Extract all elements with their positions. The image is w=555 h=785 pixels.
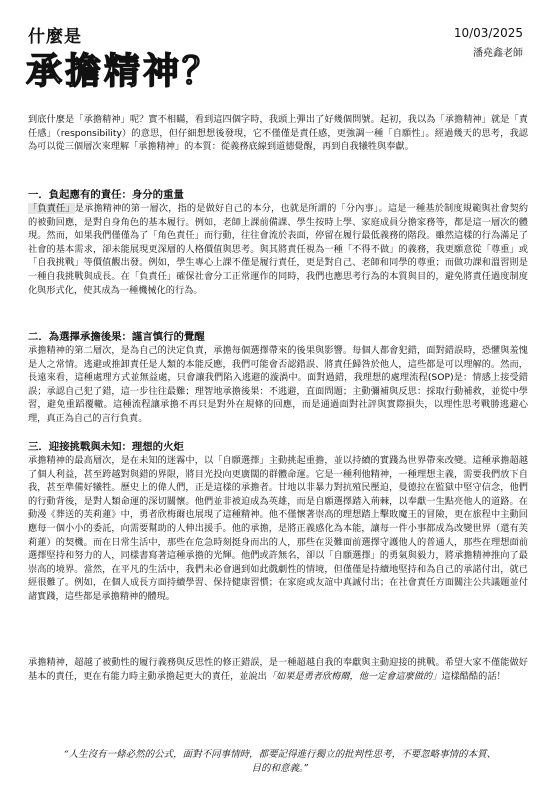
highlight-term: 「負責任」 [28,203,75,214]
section-heading-3: 三．迎接挑戰與未知：理想的火炬 [28,441,184,453]
author-label: 潘堯鑫老師 [473,48,523,59]
title-kicker: 什麼是 [28,27,82,47]
page-title: 承擔精神？ [26,51,222,92]
conclusion-paragraph [28,656,528,683]
section-body-2: 承擔精神的第二層次，是為自己的決定負責，承擔每個選擇帶來的後果與影響。每個人都會犯錯，面對錯誤時，恐懼與羞愧是人之常情。逃避或推卸責任是人類的本能反應，我們可能會否認錯誤、將責任歸咎於他人，這些都是可以理解的。然而，長遠來看，這種處理方式並無益處，只會讓我們陷入逃避的漩渦中。面對過錯，我理想的處理流程(SOP)是：情感上接受錯誤；承認自己犯了錯，這一步往往最難；理智地承擔後果：不逃避，直面問題；主動彌補與反思：採取行動補救，並從中學習，避免重蹈覆轍。這種流程讓承擔不再只是對外在規條的回應，而是通過面對社評與實際損失，以理性思考戰勝逃避心理，真正為自己的言行負責。 [28,345,528,424]
conclusion-text: 承擔精神，超越了被動性的履行義務與反思性的修正錯誤，是一種超越自我的奉獻與主動迎接的挑戰。希望大家不僅能做好基本的責任，更在有能力時主動承擔起更大的責任，並說出 [28,657,528,682]
section-3-text: 承擔精神的最高層次，是在未知的迷霧中，以「自願選擇」主動挑起重擔，並以持續的實踐為世界帶來改變。這種承擔超越了個人利益，甚至跨越對與錯的界限，將目光投向更廣闊的群體命運。它是一種利他精神，一種理想主義，需要我們放下自我，甚至準備好犧牲。歷史上的偉人們，正是這樣的承擔者。甘地以非暴力對抗殖民壓迫，曼德拉在監獄中堅守信念，他們的行動背後，是對人類命運的深切關懷。他們並非被迫成為英雄，而是自願選擇踏入荊棘，以奉獻一生點亮他人的道路。在動漫《葬送的芙莉蓮》中，勇者欣梅爾也展現了這種精神。他不僅懷著崇高的理想踏上擊敗魔王的冒險，更在旅程中主動回應每一個小小的委託，向需要幫助的人伸出援手。他的承擔，是將正義感化為本能，讓每一件小事都成為改變世界（還有芙莉蓮）的契機。而在日常生活中，那些在危急時刻挺身而出的人，那些在災難面前選擇守護他人的普通人，那些在理想面前選擇堅持和努力的人，同樣書寫著這種承擔的光輝。他們或許無名，卻以「自願選擇」的勇氣與毅力，將承擔精神推向了最崇高的境界。當然，在平凡的生活中，我們未必會遇到如此戲劇性的情境，但僅僅是持續地堅持和為自己的承諾付出，就已經很難了。例如，在個人成長方面持續學習、保持健康習慣；在家庭或友誼中真誠付出；在社會責任方面關注公共議題並付諸實踐，這些都是承擔精神的體現。 [28,455,528,602]
closing-quote: “人生沒有一條必然的公式，面對不同事情時，都要記得進行獨立的批判性思考，不要忽略事情的本質、目的和意義。” [63,749,497,774]
conclusion-quote: 「如果是勇者欣梅爾，他一定會這麼做的」 [266,670,442,682]
intro-paragraph: 到底什麼是「承擔精神」呢？實不相瞞，看到這四個字時，我頭上彈出了好幾個問號。起初，我以為「承擔精神」就是「責任感」（responsibility）的意思，但仔細想想後發現，它不僅僅是責任感，更強調一種「自願性」。經過幾天的思考，我認為可以從三個層次來理解「承擔精神」的本質：從義務底線到道德覺醒，再到自我犧牲與奉獻。 [28,114,528,153]
section-heading-1: 一．負起應有的責任：身分的重量 [28,189,184,201]
section-heading-2: 二．為選擇承擔後果：謹言慎行的覺醒 [28,331,205,343]
section-body-3 [28,454,528,604]
section-1-text: 是承擔精神的第一層次，指的是做好自己的本分，也就是所謂的「分內事」。這是一種基於制度規範與社會契約的被動回應，是對自身角色的基本履行。例如，老師上課前備課、學生按時上學、家庭成員分擔家務等，都是這一層次的體現。然而，如果我們僅僅為了「角色責任」而行動，往往會流於表面，停留在履行最低義務的階段。雖然這樣的行為滿足了社會的基本需求，卻未能展現更深層的人格價值與思考。與其將責任視為一種「不得不做」的義務，我更願意從「尊重」或「自我挑戰」等價值觀出發。例如，學生專心上課不僅是履行責任，更是對自己、老師和同學的尊重；而做功課和溫習則是一種自我挑戰與成長。在「負責任」確保社會分工正常運作的同時，我們也應思考行為的本質與目的，避免將責任過度制度化與形式化，使其成為一種機械化的行為。 [28,203,529,296]
conclusion-tail: 這樣酷酷的話！ [441,670,506,682]
section-body-1 [28,202,528,297]
date-label: 10/03/2025 [453,26,523,40]
